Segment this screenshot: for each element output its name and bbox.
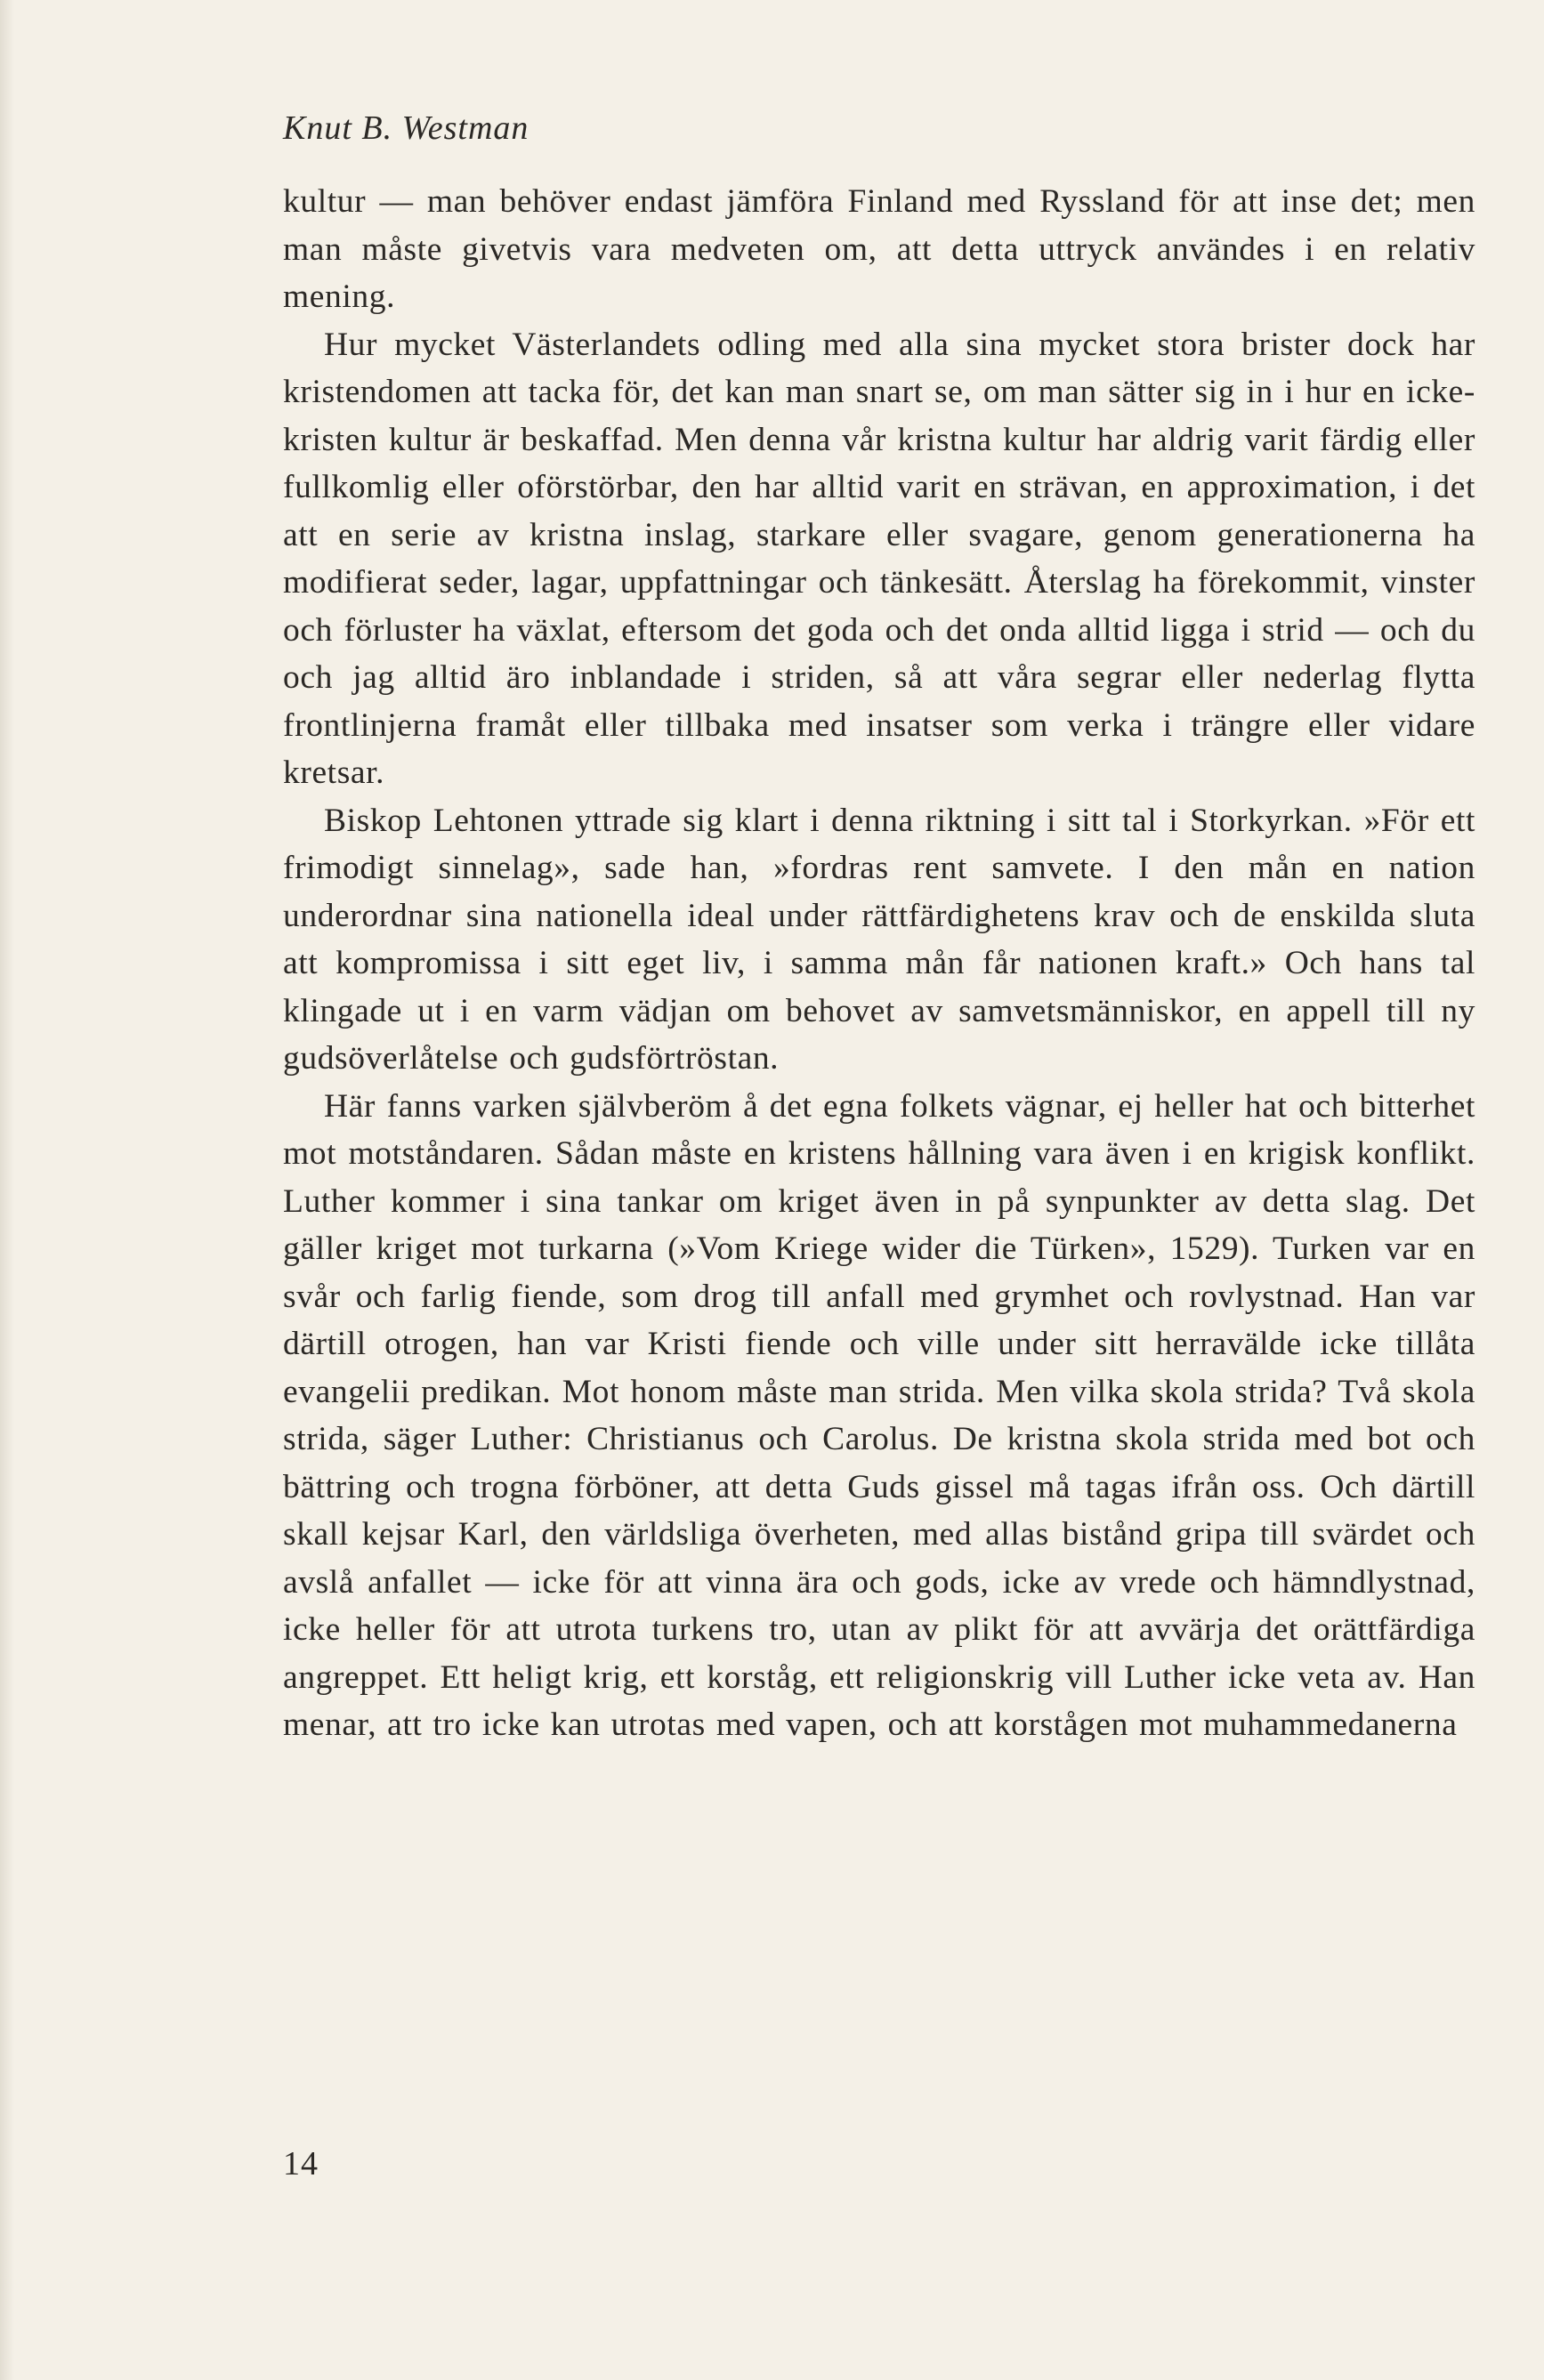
- paragraph-4: Här fanns varken självberöm å det egna folkets vägnar, ej heller hat och bitterhet mot motståndaren. Sådan måste en kristens hållning vara även i en krigisk konflikt. Luther kommer i sina tankar om kriget även in på synpunkter av detta slag. Det gäller kriget mot turkarna (»Vom Kriege wider die Türken», 1529). Turken var en svår och farlig fiende, som drog till anfall med grymhet och rovlystnad. Han var därtill otrogen, han var Kristi fiende och ville under sitt herravälde icke tillåta evangelii predikan. Mot honom måste man strida. Men vilka skola strida? Två skola strida, säger Luther: Christianus och Carolus. De kristna skola strida med bot och bättring och trogna förböner, att detta Guds gissel må tagas ifrån oss. Och därtill skall kejsar Karl, den världsliga överheten, med allas bistånd gripa till svärdet och avslå anfallet — icke för att vinna ära och gods, icke av vrede och hämndlystnad, icke heller för att utrota turkens tro, utan av plikt för att avvärja det orättfärdiga angreppet. Ett heligt krig, ett korståg, ett religionskrig vill Luther icke veta av. Han menar, att tro icke kan utrotas med vapen, och att korstågen mot muhammedanerna: [283, 1087, 1475, 1743]
- paragraph-2: Hur mycket Västerlandets odling med alla sina mycket stora brister dock har kristendomen att tacka för, det kan man snart se, om man sätter sig in i hur en icke-kristen kultur är beskaffad. Men denna vår kristna kultur har aldrig varit färdig eller fullkomlig eller oförstörbar, den har alltid varit en strävan, en approximation, i det att en serie av kristna inslag, starkare eller svagare, genom generationerna ha modifierat seder, lagar, uppfattningar och tänkesätt. Återslag ha förekommit, vinster och förluster ha växlat, eftersom det goda och det onda alltid ligga i strid — och du och jag alltid äro inblandade i striden, så att våra segrar eller nederlag flytta frontlinjerna framåt eller tillbaka med insatser som verka i trängre eller vidare kretsar.: [283, 326, 1475, 791]
- page-edge-shadow: [0, 0, 14, 2380]
- page-number: 14: [283, 2145, 319, 2182]
- paragraph-1: kultur — man behöver endast jämföra Finland med Ryssland för att inse det; men man måste givetvis vara medveten om, att detta uttryck användes i en relativ mening.: [283, 183, 1475, 315]
- running-head-author: Knut B. Westman: [283, 109, 529, 147]
- body-text: [283, 178, 1475, 1749]
- paragraph-3: Biskop Lehtonen yttrade sig klart i denna riktning i sitt tal i Storkyrkan. »För ett frimodigt sinnelag», sade han, »fordras rent samvete. I den mån en nation underordnar sina nationella ideal under rättfärdighetens krav och de enskilda sluta att kompromissa i sitt eget liv, i samma mån får nationen kraft.» Och hans tal klingade ut i en varm vädjan om behovet av samvetsmänniskor, en appell till ny gudsöverlåtelse och gudsförtröstan.: [283, 802, 1475, 1077]
